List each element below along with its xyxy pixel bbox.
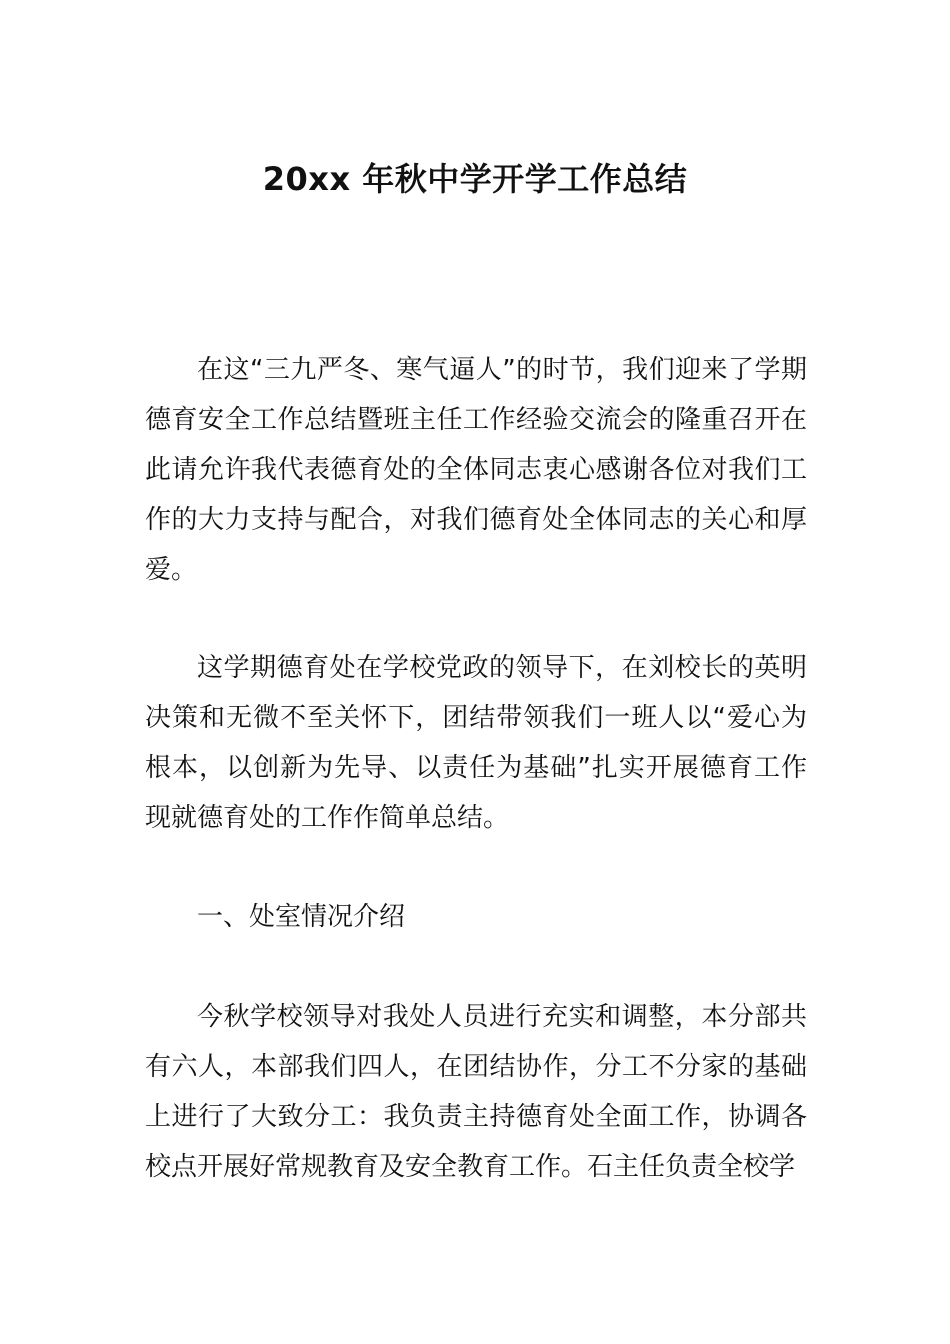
paragraph-opening: 在这“三九严冬、寒气逼人”的时节，我们迎来了学期德育安全工作总结暨班主任工作经验交流会的隆重召开在此请允许我代表德育处的全体同志衷心感谢各位对我们工作的大力支持与配合，对我们德育处全体同志的关心和厚爱。 [145,355,807,585]
paragraph-summary-intro: 这学期德育处在学校党政的领导下，在刘校长的英明决策和无微不至关怀下，团结带领我们一班人以“爱心为根本，以创新为先导、以责任为基础”扎实开展德育工作现就德育处的工作作简单总结。 [145,653,807,833]
document-title: 20xx 年秋中学开学工作总结 [262,160,688,198]
paragraph-staffing: 今秋学校领导对我处人员进行充实和调整，本分部共有六人，本部我们四人，在团结协作，分工不分家的基础上进行了大致分工：我负责主持德育处全面工作，协调各校点开展好常规教育及安全教育工作。石主任负责全校学 [145,1002,807,1182]
section-heading-office-intro: 一、处室情况介绍 [197,902,406,932]
